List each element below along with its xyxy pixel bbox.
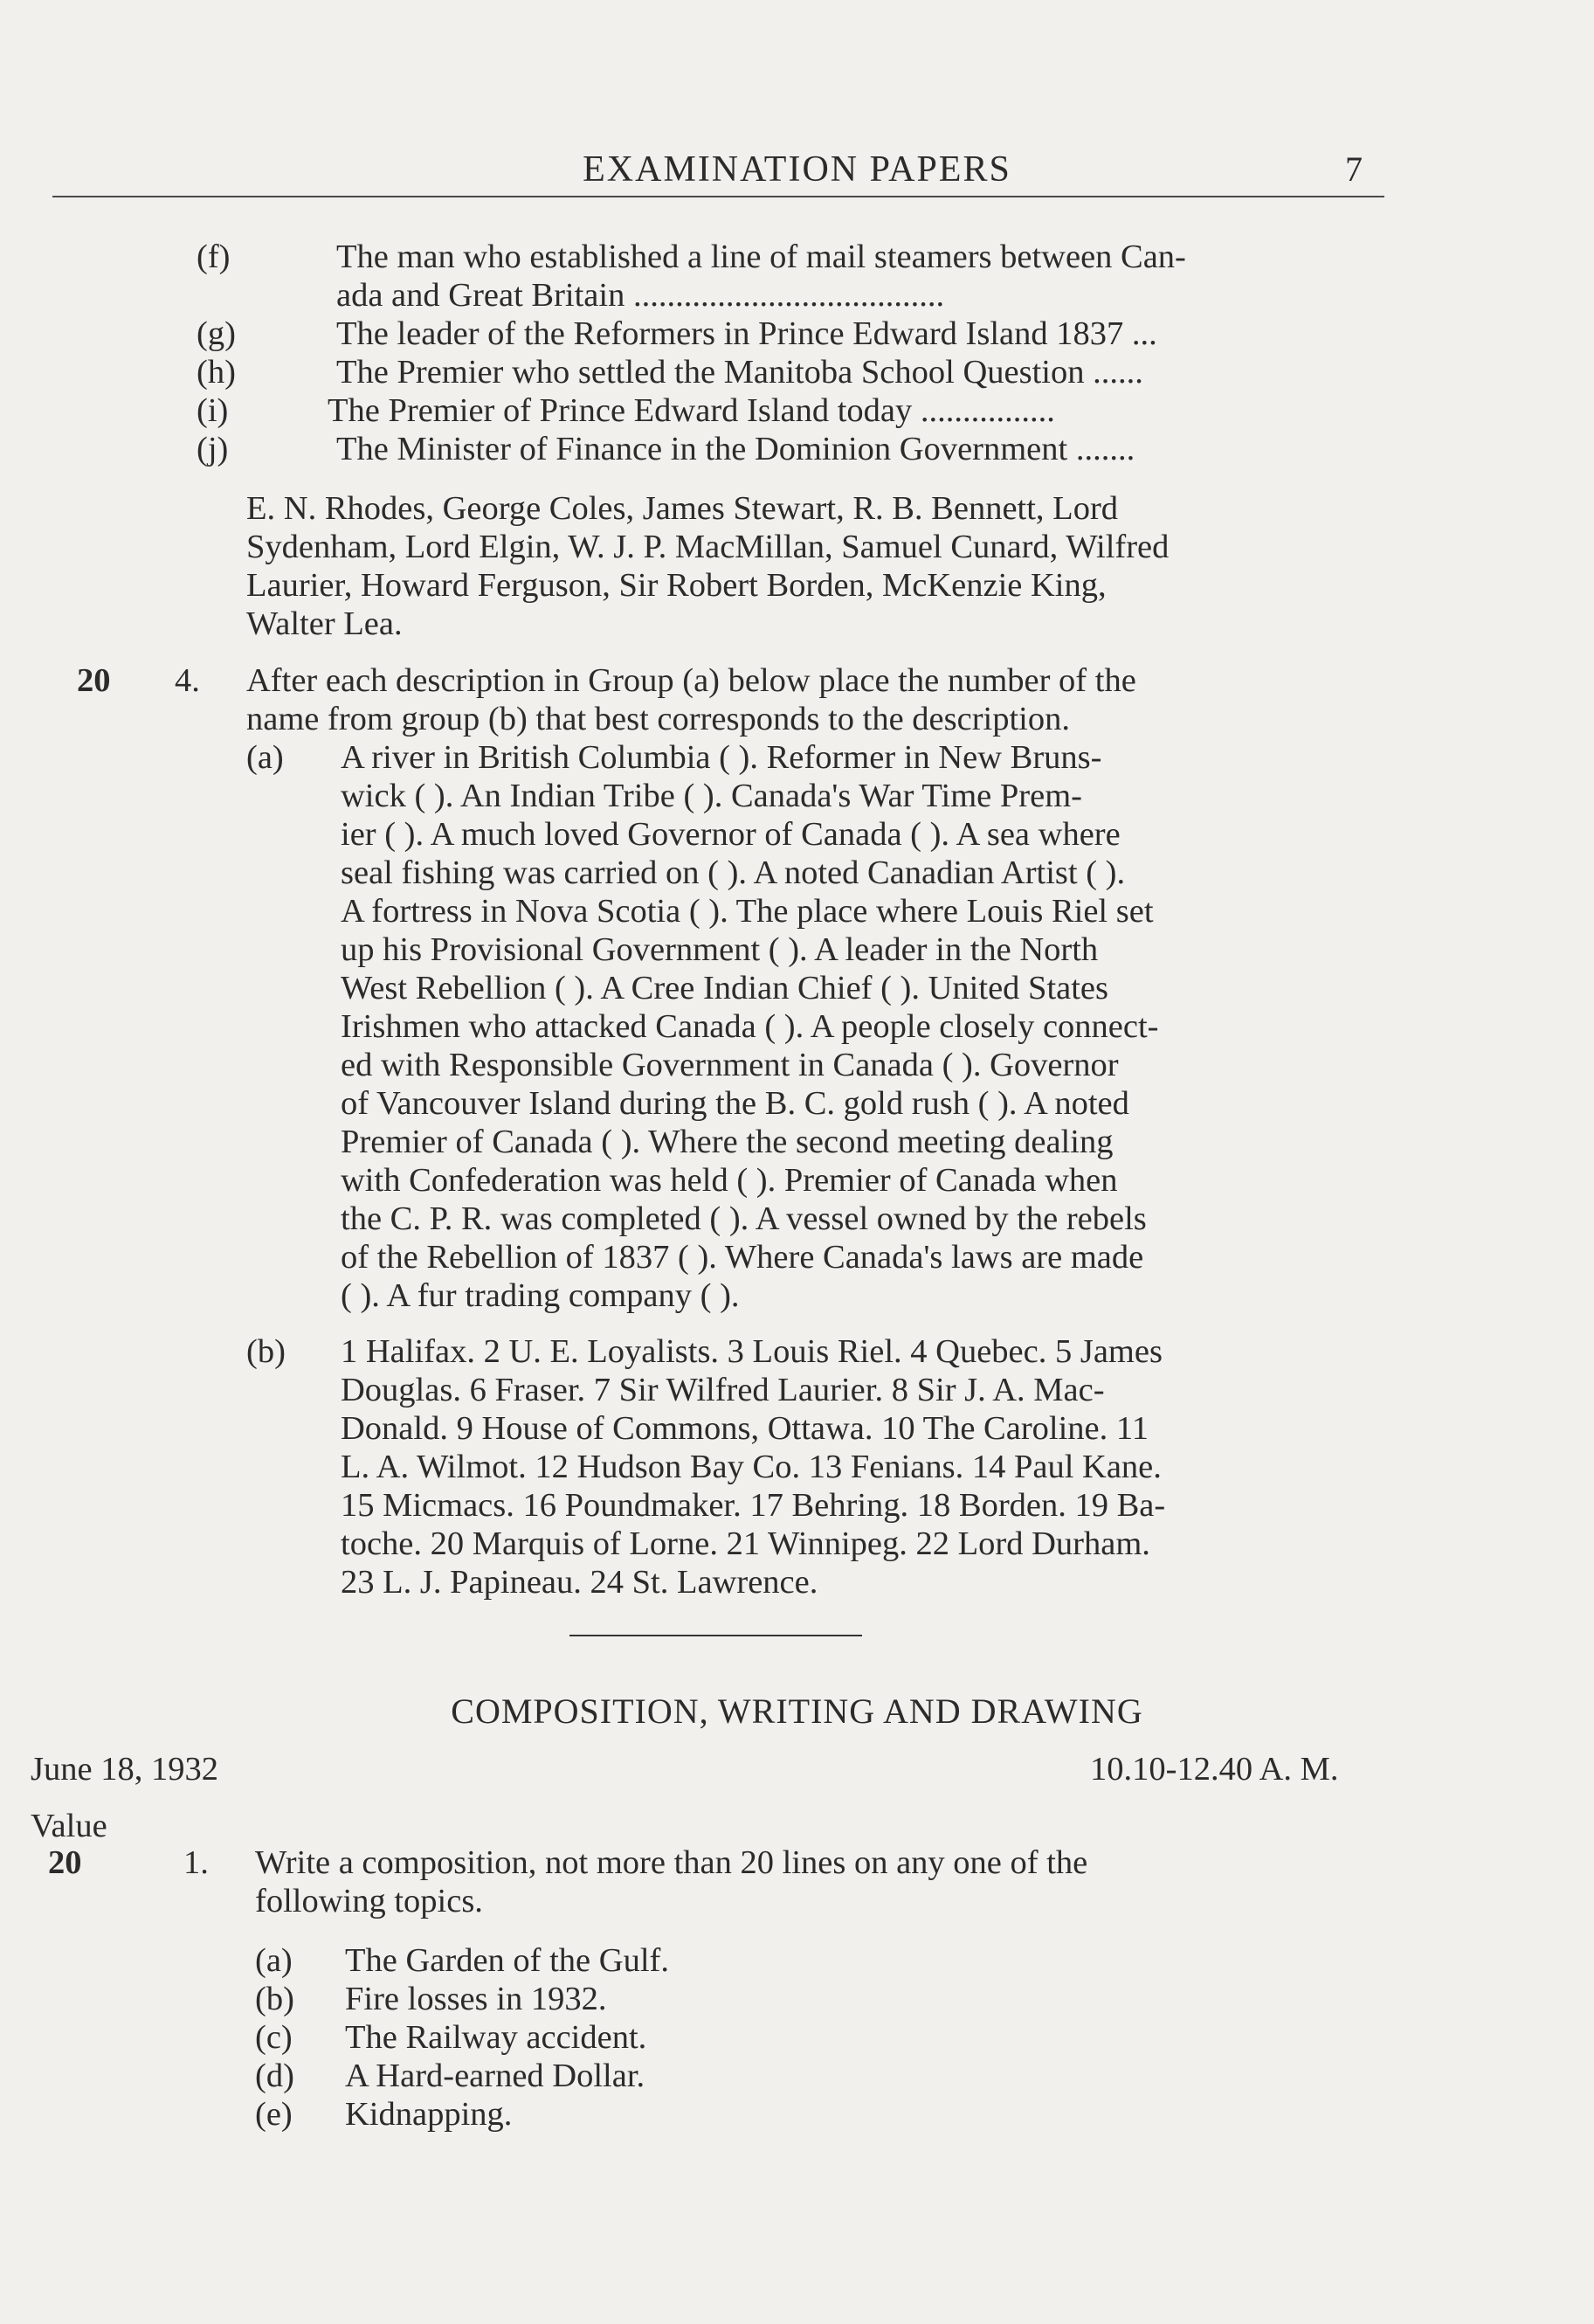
item-f-line-1: The man who established a line of mail steamers between Can- [336, 239, 1186, 275]
q4-b-line-2: Douglas. 6 Fraser. 7 Sir Wilfred Laurier. 8 Sir J. A. Mac- [341, 1372, 1105, 1408]
topic-label-d: (d) [255, 2058, 294, 2094]
item-j-line: The Minister of Finance in the Dominion Government ....... [336, 431, 1135, 467]
section-divider [569, 1635, 862, 1636]
q4-group-a-label: (a) [246, 739, 284, 776]
q4-a-line-5: A fortress in Nova Scotia ( ). The place where Louis Riel set [341, 893, 1154, 930]
topic-label-e: (e) [255, 2096, 293, 2133]
q4-a-line-15: ( ). A fur trading company ( ). [341, 1277, 740, 1314]
q4-a-line-9: ed with Responsible Government in Canada ( ). Governor [341, 1047, 1119, 1083]
section-title: COMPOSITION, WRITING AND DRAWING [451, 1691, 1143, 1731]
q4-group-b-label: (b) [246, 1333, 286, 1370]
q4-a-line-6: up his Provisional Government ( ). A leader in the North [341, 931, 1099, 968]
q4-b-line-3: Donald. 9 House of Commons, Ottawa. 10 The Caroline. 11 [341, 1410, 1149, 1447]
page-number: 7 [1345, 149, 1363, 189]
item-label-i: (i) [197, 392, 229, 429]
q4-b-line-1: 1 Halifax. 2 U. E. Loyalists. 3 Louis Riel. 4 Quebec. 5 James [341, 1333, 1163, 1370]
q4-a-line-1: A river in British Columbia ( ). Reformer in New Bruns- [341, 739, 1102, 776]
topic-label-b: (b) [255, 1981, 294, 2017]
q4-a-line-11: Premier of Canada ( ). Where the second meeting dealing [341, 1124, 1114, 1160]
topic-c-text: The Railway accident. [345, 2019, 647, 2056]
names-line-3: Laurier, Howard Ferguson, Sir Robert Borden, McKenzie King, [246, 567, 1107, 604]
composition-intro-line-1: Write a composition, not more than 20 lines on any one of the [255, 1844, 1088, 1881]
q4-b-line-6: toche. 20 Marquis of Lorne. 21 Winnipeg. 22 Lord Durham. [341, 1525, 1150, 1562]
topic-b-text: Fire losses in 1932. [345, 1981, 607, 2017]
item-label-f: (f) [197, 239, 231, 275]
names-line-2: Sydenham, Lord Elgin, W. J. P. MacMillan, Samuel Cunard, Wilfred [246, 529, 1170, 565]
topic-label-a: (a) [255, 1942, 293, 1979]
q4-b-line-4: L. A. Wilmot. 12 Hudson Bay Co. 13 Fenians. 14 Paul Kane. [341, 1449, 1162, 1485]
q4-a-line-2: wick ( ). An Indian Tribe ( ). Canada's War Time Prem- [341, 778, 1082, 814]
item-f-line-2: ada and Great Britain ..................................... [336, 277, 945, 314]
q4-a-line-4: seal fishing was carried on ( ). A noted Canadian Artist ( ). [341, 854, 1126, 891]
item-i-line: The Premier of Prince Edward Island today ................ [328, 392, 1055, 429]
exam-date: June 18, 1932 [31, 1751, 218, 1788]
composition-intro-line-2: following topics. [255, 1883, 483, 1919]
q4-a-line-8: Irishmen who attacked Canada ( ). A people closely connect- [341, 1008, 1159, 1045]
q4-number: 4. [175, 662, 200, 699]
running-header-title: EXAMINATION PAPERS [583, 149, 1011, 190]
q4-a-line-14: of the Rebellion of 1837 ( ). Where Canada's laws are made [341, 1239, 1144, 1276]
item-label-g: (g) [197, 315, 236, 352]
q4-intro-line-1: After each description in Group (a) below place the number of the [246, 662, 1136, 699]
names-line-1: E. N. Rhodes, George Coles, James Stewart, R. B. Bennett, Lord [246, 490, 1119, 527]
composition-value: 20 [48, 1844, 82, 1881]
item-g-line: The leader of the Reformers in Prince Edward Island 1837 ... [336, 315, 1157, 352]
q4-b-line-5: 15 Micmacs. 16 Poundmaker. 17 Behring. 18 Borden. 19 Ba- [341, 1487, 1166, 1524]
topic-e-text: Kidnapping. [345, 2096, 513, 2133]
names-line-4: Walter Lea. [246, 605, 403, 642]
q4-intro-line-2: name from group (b) that best corresponds to the description. [246, 701, 1071, 737]
item-h-line: The Premier who settled the Manitoba School Question ...... [336, 354, 1143, 391]
composition-number: 1. [183, 1844, 209, 1881]
header-rule [52, 196, 1384, 197]
q4-b-line-7: 23 L. J. Papineau. 24 St. Lawrence. [341, 1564, 818, 1601]
q4-a-line-12: with Confederation was held ( ). Premier of Canada when [341, 1162, 1118, 1199]
value-column-label: Value [31, 1808, 107, 1844]
q4-a-line-13: the C. P. R. was completed ( ). A vessel owned by the rebels [341, 1200, 1147, 1237]
q4-a-line-3: ier ( ). A much loved Governor of Canada ( ). A sea where [341, 816, 1121, 853]
topic-a-text: The Garden of the Gulf. [345, 1942, 669, 1979]
q4-value: 20 [77, 662, 111, 699]
q4-a-line-10: of Vancouver Island during the B. C. gold rush ( ). A noted [341, 1085, 1129, 1122]
item-label-j: (j) [197, 431, 229, 467]
topic-d-text: A Hard-earned Dollar. [345, 2058, 645, 2094]
item-label-h: (h) [197, 354, 236, 391]
topic-label-c: (c) [255, 2019, 293, 2056]
exam-time: 10.10-12.40 A. M. [1090, 1751, 1339, 1788]
q4-a-line-7: West Rebellion ( ). A Cree Indian Chief ( ). United States [341, 970, 1108, 1006]
